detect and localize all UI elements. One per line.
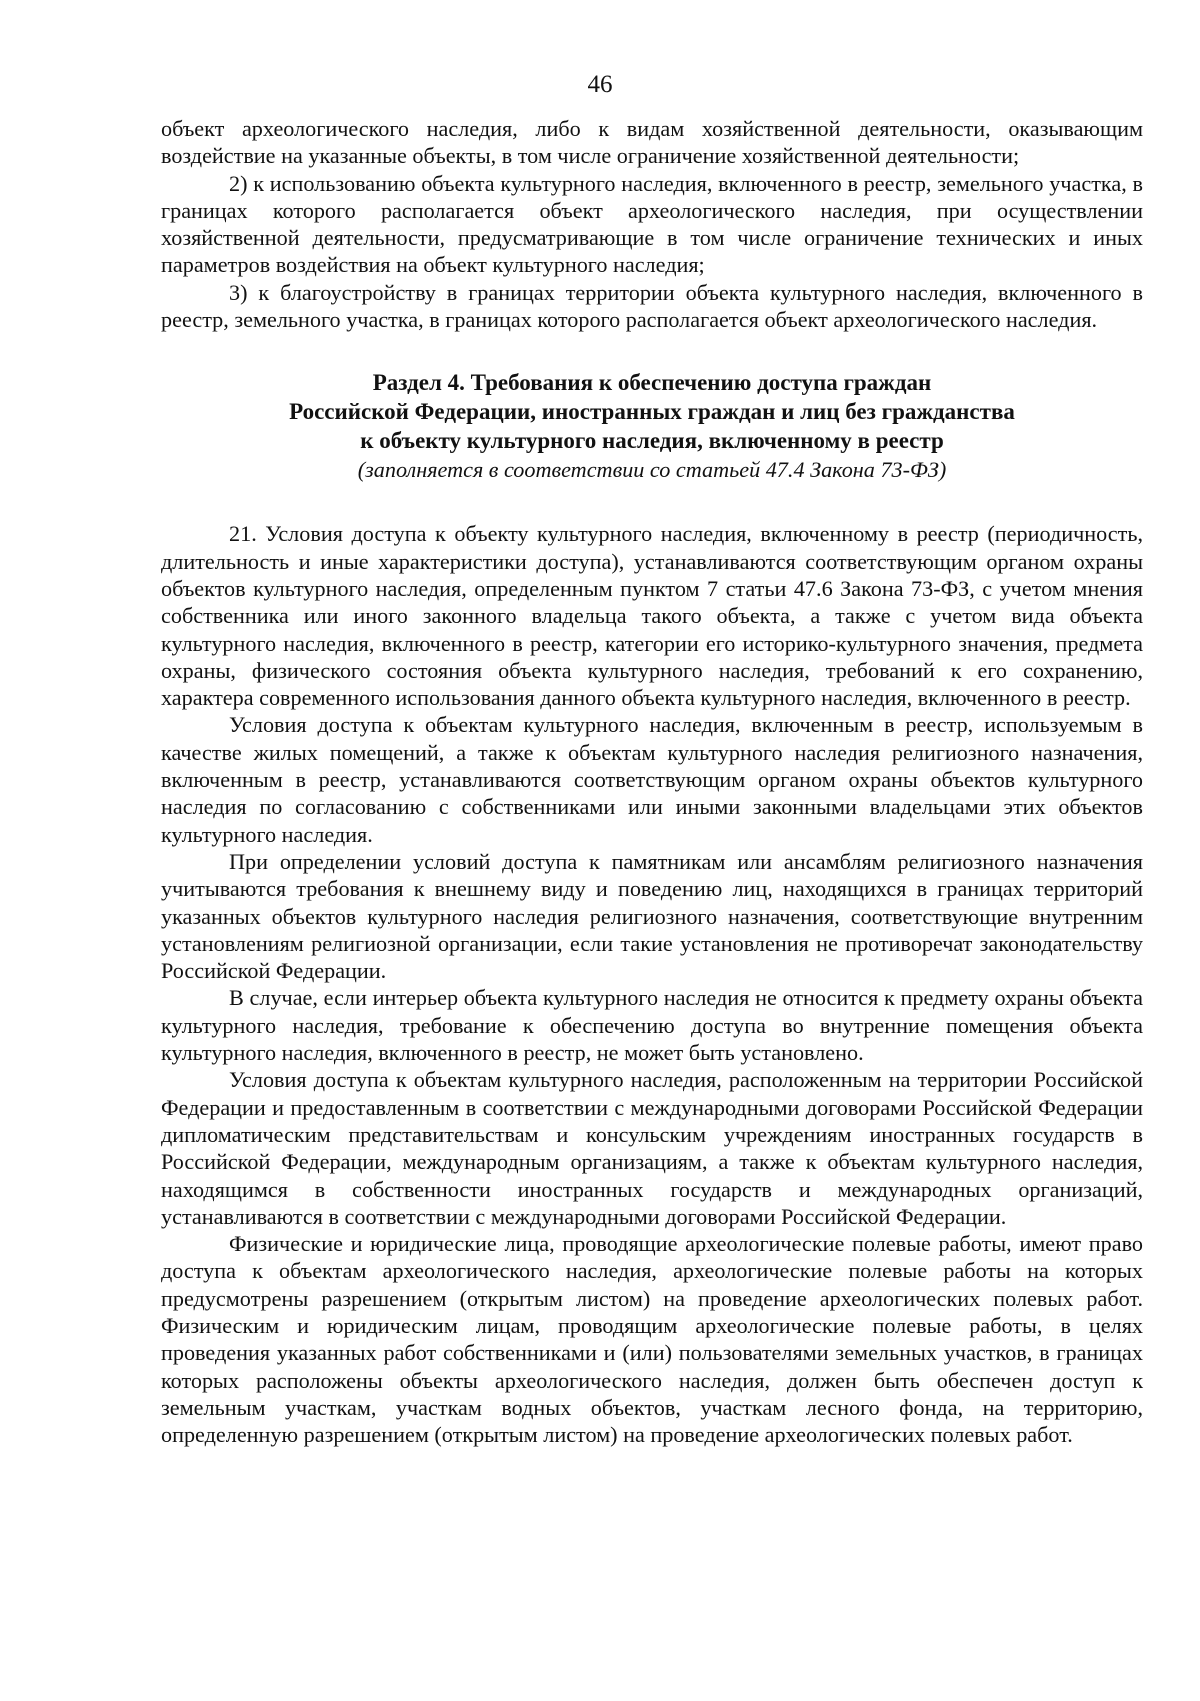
page-number: 46: [587, 71, 613, 98]
paragraph-continuation: объект археологического наследия, либо к видам хозяйственной деятельности, оказывающим воздействие на указанные объекты, в том числе ограничение хозяйственной деятельности;: [161, 116, 1143, 169]
paragraph-21: 21. Условия доступа к объекту культурного наследия, включенному в реестр (периодичность, длительность и иные характеристики доступа), устанавливаются соответствующим органом охраны объектов культурного наследия, определенным пунктом 7 статьи 47.6 Закона 73-ФЗ, с учетом мнения собственника или иного законного владельца такого объекта, а также с учетом вида объекта культурного наследия, включенного в реестр, категории его историко-культурного значения, предмета охраны, физического состояния объекта культурного наследия, требований к его сохранению, характера современного использования данного объекта культурного наследия, включенного в реестр.: [161, 521, 1143, 711]
paragraph-archaeological-works: Физические и юридические лица, проводящие археологические полевые работы, имеют право доступа к объектам археологического наследия, археологические полевые работы на которых предусмотрены разрешением (открытым листом) на проведение археологических полевых работ. Физическим и юридическим лицам, проводящим археологические полевые работы, в целях проведения указанных работ собственниками и (или) пользователями земельных участков, в границах которых расположены объекты археологического наследия, должен быть обеспечен доступ к земельным участкам, участкам водных объектов, участкам лесного фонда, на территорию, определенную разрешением (открытым листом) на проведение археологических полевых работ.: [161, 1231, 1143, 1448]
section-title-line-1: Раздел 4. Требования к обеспечению доступа граждан: [372, 370, 932, 396]
section-title-line-2: Российской Федерации, иностранных граждан и лиц без гражданства: [289, 399, 1015, 425]
paragraph-item-3: 3) к благоустройству в границах территории объекта культурного наследия, включенного в реестр, земельного участка, в границах которого располагается объект археологического наследия.: [161, 279, 1143, 333]
document-body: [161, 115, 1143, 1448]
paragraph-item-2: 2) к использованию объекта культурного наследия, включенного в реестр, земельного участка, в границах которого располагается объект археологического наследия, при осуществлении хозяйственной деятельности, предусматривающие в том числе ограничение технических и иных параметров воздействия на объект культурного наследия;: [161, 170, 1143, 278]
paragraph-religious-conditions: При определении условий доступа к памятникам или ансамблям религиозного назначения учитываются требования к внешнему виду и поведению лиц, находящихся в границах территорий указанных объектов культурного наследия религиозного назначения, соответствующие внутренним установлениям религиозной организации, если такие установления не противоречат законодательству Российской Федерации.: [161, 848, 1143, 984]
section-heading: [161, 368, 1143, 484]
section-title-line-3: к объекту культурного наследия, включенному в реестр: [360, 428, 944, 454]
section-note: (заполняется в соответствии со статьей 47.4 Закона 73-ФЗ): [357, 457, 947, 483]
paragraph-interior: В случае, если интерьер объекта культурного наследия не относится к предмету охраны объекта культурного наследия, требование к обеспечению доступа во внутренние помещения объекта культурного наследия, включенного в реестр, не может быть установлено.: [161, 985, 1143, 1066]
paragraph-residential-religious: Условия доступа к объектам культурного наследия, включенным в реестр, используемым в качестве жилых помещений, а также к объектам культурного наследия религиозного назначения, включенным в реестр, устанавливаются соответствующим органом охраны объектов культурного наследия по согласованию с собственниками или иными законными владельцами этих объектов культурного наследия.: [161, 712, 1143, 847]
paragraph-international: Условия доступа к объектам культурного наследия, расположенным на территории Российской Федерации и предоставленным в соответствии с международными договорами Российской Федерации дипломатическим представительствам и консульским учреждениям иностранных государств в Российской Федерации, международным организациям, а также к объектам культурного наследия, находящимся в собственности иностранных государств и международных организаций, устанавливаются в соответствии с международными договорами Российской Федерации.: [161, 1067, 1143, 1229]
